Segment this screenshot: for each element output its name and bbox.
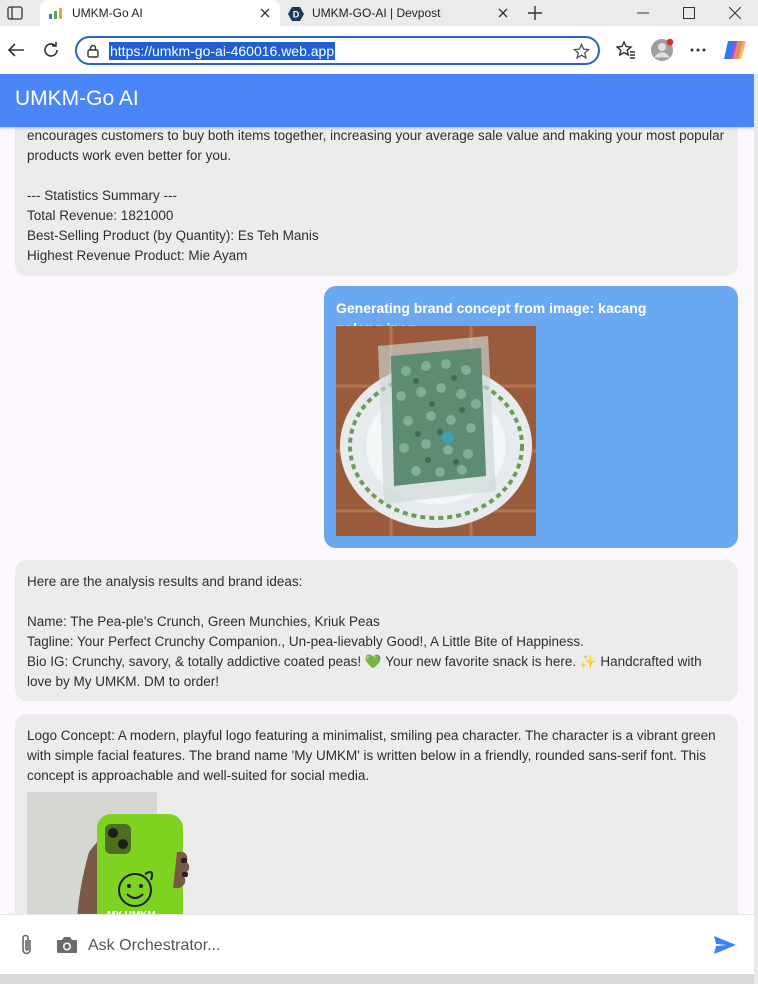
bot-message [15, 104, 738, 276]
message-text: Here are the analysis results and brand ideas: Name: The Pea-ple's Crunch, Green Munchies, Kriuk Peas Tagline: Your Perfect Crunchy Companion., Un-pea-lievably Good!, A Little Bite of Happiness. Bio IG: Crunchy, savory, & totally addictive coated peas! 💚 Your new favorite snack is here. ✨ Handcrafted with love by My UMKM. DM to order! [27, 574, 702, 689]
new-tab-icon[interactable] [525, 3, 545, 23]
umkm-favicon-icon [48, 6, 64, 20]
send-icon[interactable] [712, 933, 738, 957]
tab-devpost[interactable] [280, 0, 518, 26]
message-text: Generating brand concept from image: kacang [336, 300, 647, 316]
close-tab-icon[interactable] [258, 6, 272, 20]
close-tab-icon[interactable] [496, 6, 510, 20]
maximize-icon[interactable] [666, 0, 712, 26]
browser-tab-strip [0, 0, 758, 26]
lock-icon[interactable] [85, 43, 101, 59]
uploaded-photo-peas[interactable] [336, 326, 536, 536]
app-title: UMKM-Go AI [15, 87, 139, 110]
message-text: encourages customers to buy both items together, increasing your average sale value and making your most popular products work even better for you. --- Statistics Summary --- Total Revenue: 1821000 Best-Selling Product (by Quantity): Es Teh Manis Highest Revenue Product: Mie Ayam [27, 128, 725, 263]
attach-file-icon[interactable] [16, 933, 38, 957]
browser-toolbar [0, 26, 758, 74]
copilot-icon[interactable] [723, 38, 747, 62]
user-message [324, 286, 738, 548]
favorites-icon[interactable] [614, 38, 638, 62]
page-scrollbar[interactable] [754, 74, 758, 984]
tab-title: UMKM-Go AI [72, 6, 143, 20]
favorite-star-icon[interactable] [572, 42, 590, 60]
refresh-icon[interactable] [39, 38, 63, 62]
tab-actions-icon[interactable] [4, 4, 26, 22]
svg-text:D: D [292, 9, 300, 20]
back-icon[interactable] [4, 38, 28, 62]
more-options-icon[interactable] [686, 38, 710, 62]
app-bar [0, 74, 754, 127]
composer-bar [0, 914, 754, 974]
chat-input[interactable] [86, 932, 700, 960]
window-bottom-edge [0, 974, 754, 984]
minimize-icon[interactable] [620, 0, 666, 26]
chat-app [0, 74, 754, 974]
profile-avatar-icon[interactable] [650, 38, 674, 62]
close-window-icon[interactable] [712, 0, 758, 26]
bot-message [15, 560, 738, 701]
message-text: Logo Concept: A modern, playful logo featuring a minimalist, smiling pea character. The character is a vibrant green with simple facial features. The brand name 'My UMKM' is written below in a friendly, rounded sans-serif font. This concept is approachable and well-suited for social media. [27, 728, 720, 783]
tab-title: UMKM-GO-AI | Devpost [312, 6, 441, 20]
url-text[interactable]: https://umkm-go-ai-460016.web.app [110, 43, 335, 59]
tab-umkm-go-ai[interactable] [40, 0, 280, 26]
address-bar[interactable] [75, 36, 600, 65]
camera-icon[interactable] [55, 935, 79, 955]
devpost-favicon-icon [288, 6, 304, 20]
